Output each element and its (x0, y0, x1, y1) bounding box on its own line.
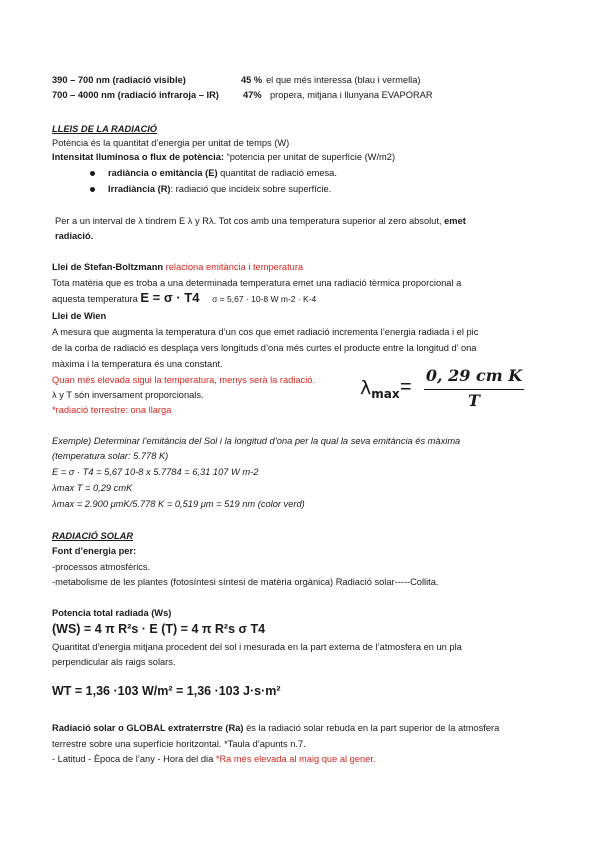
visible-percent: 45 % (241, 75, 263, 85)
interval-text: Per a un interval de λ tindrem E λ y Rλ. Tot cos amb una temperatura superior al zero absolut, (55, 216, 445, 226)
wien-line: A mesura que augmenta la temperatura d’un cos que emet radiació incrementa l’energia radiada i el pic (52, 327, 479, 337)
factors-line (52, 753, 376, 765)
stefan-note: relaciona emitància i temperatura (163, 262, 304, 272)
stefan-line1: Tota matèria que es troba a una determinada temperatura emet una radiació tèrmica proporcional a (52, 278, 462, 288)
sigma-constant: σ = 5,67 · 10-8 W m-2 · K-4 (212, 294, 317, 304)
spectrum-ir-line (52, 89, 433, 101)
intensity-term: Intensitat lluminosa o flux de potència: (52, 152, 225, 162)
interval-emet: emet (444, 216, 466, 226)
global-line (52, 722, 499, 734)
bullet-irradiance (108, 183, 331, 195)
equals-sign: = (400, 376, 412, 398)
interval-line-2: radiació. (55, 231, 94, 241)
font-item: -processos atmosfèrics. (52, 562, 151, 572)
ir-desc: propera, mitjana i llunyana EVAPORAR (270, 90, 433, 100)
fraction-bar (424, 389, 524, 390)
irradiance-term: Irradiància (R) (108, 184, 171, 194)
example-line: (temperatura solar: 5.778 K) (52, 451, 169, 461)
wien-red-line: Quan més elevada sigui la temperatura, menys serà la radiació. (52, 375, 316, 385)
intensity-desc: “potencia per unitat de superfície (W/m2) (224, 152, 396, 162)
radiance-desc: quantitat de radiació emesa. (217, 168, 337, 178)
solar-heading: RADIACIÓ SOLAR (52, 531, 134, 541)
stefan-name: Llei de Stefan-Boltzmann (52, 262, 164, 272)
interval-line (55, 215, 466, 227)
visible-desc: el que més interessa (blau i vermella) (266, 75, 421, 85)
ir-range: 700 – 4000 nm (radiació infraroja – IR) (52, 90, 219, 100)
stefan-title (52, 261, 303, 273)
lambda-max: $\lambda_{max}$ (360, 377, 400, 401)
stefan-line2-text: aquesta temperatura (52, 294, 141, 304)
example-line: E = σ · T4 = 5,67 10-8 x 5.7784 = 6,31 107 W m-2 (52, 467, 259, 477)
bullet-icon (90, 187, 95, 192)
stefan-formula: E = σ · T4 (140, 290, 200, 305)
ws-formula: (WS) = 4 π R²s · E (T) = 4 π R²s σ T4 (52, 622, 266, 636)
bullet-radiance (108, 167, 337, 179)
potencia-title: Potencia total radiada (Ws) (52, 608, 172, 618)
example-line: λmax T = 0,29 cmK (52, 483, 133, 493)
quant-line: perpendicular als raigs solars. (52, 657, 176, 667)
ir-percent: 47% (243, 90, 262, 100)
irradiance-desc: : radiació que incideix sobre superfície. (170, 184, 332, 194)
factors-text: - Latitud - Època de l’any - Hora del dia (52, 754, 216, 764)
intensity-line (52, 151, 395, 163)
font-item: -metabolisme de les plantes (fotosíntesi síntesi de matèria orgànica) Radiació solar-----Collita. (52, 577, 439, 587)
wien-denominator: T (468, 391, 480, 410)
laws-heading: LLEIS DE LA RADIACIÓ (52, 124, 158, 134)
radiance-term: radiància o emitància (E) (108, 168, 218, 178)
wien-line: de la corba de radiació es desplaça vers longituds d’ona més curtes el producte entre la longitud d’ ona (52, 343, 477, 353)
spectrum-visible-line (52, 74, 421, 86)
wien-formula (360, 366, 530, 410)
example-line: Exemple) Determinar l’emitància del Sol i la longitud d’ona per la qual la seva emitància és màxima (52, 436, 461, 446)
factors-note: *Ra més elevada al maig que al gener. (215, 754, 376, 764)
wien-proportional: λ y T són inversament proporcionals. (52, 390, 204, 400)
bullet-icon (90, 171, 95, 176)
wien-numerator: 0, 29 cm K (425, 366, 523, 385)
wien-title: Llei de Wien (52, 311, 107, 321)
example-line: λmax = 2.900 μmK/5.778 K = 0,519 μm = 519 nm (color verd) (52, 499, 305, 509)
power-definition: Potència és la quantitat d’energia per unitat de temps (W) (52, 138, 290, 148)
quant-line: Quantitat d’energia mitjana procedent del sol i mesurada en la part externa de l’atmosfera en un pla (52, 642, 462, 652)
font-title: Font d’energia per: (52, 546, 137, 556)
wt-formula: WT = 1,36 ·103 W/m² = 1,36 ·103 J·s·m² (52, 684, 281, 698)
stefan-line2 (52, 292, 316, 305)
global-desc: és la radiació solar rebuda en la part superior de la atmosfera (243, 723, 500, 733)
global-term: Radiació solar o GLOBAL extraterrstre (Ra) (52, 723, 244, 733)
global-line-2: terrestre sobre una superfície horitzontal. *Taula d’apunts n.7. (52, 739, 306, 749)
wien-line: màxima i la temperatura és una constant. (52, 359, 223, 369)
terrestrial-note: *radiació terrestre: ona llarga (52, 405, 172, 415)
visible-range: 390 – 700 nm (radiació visible) (52, 75, 186, 85)
